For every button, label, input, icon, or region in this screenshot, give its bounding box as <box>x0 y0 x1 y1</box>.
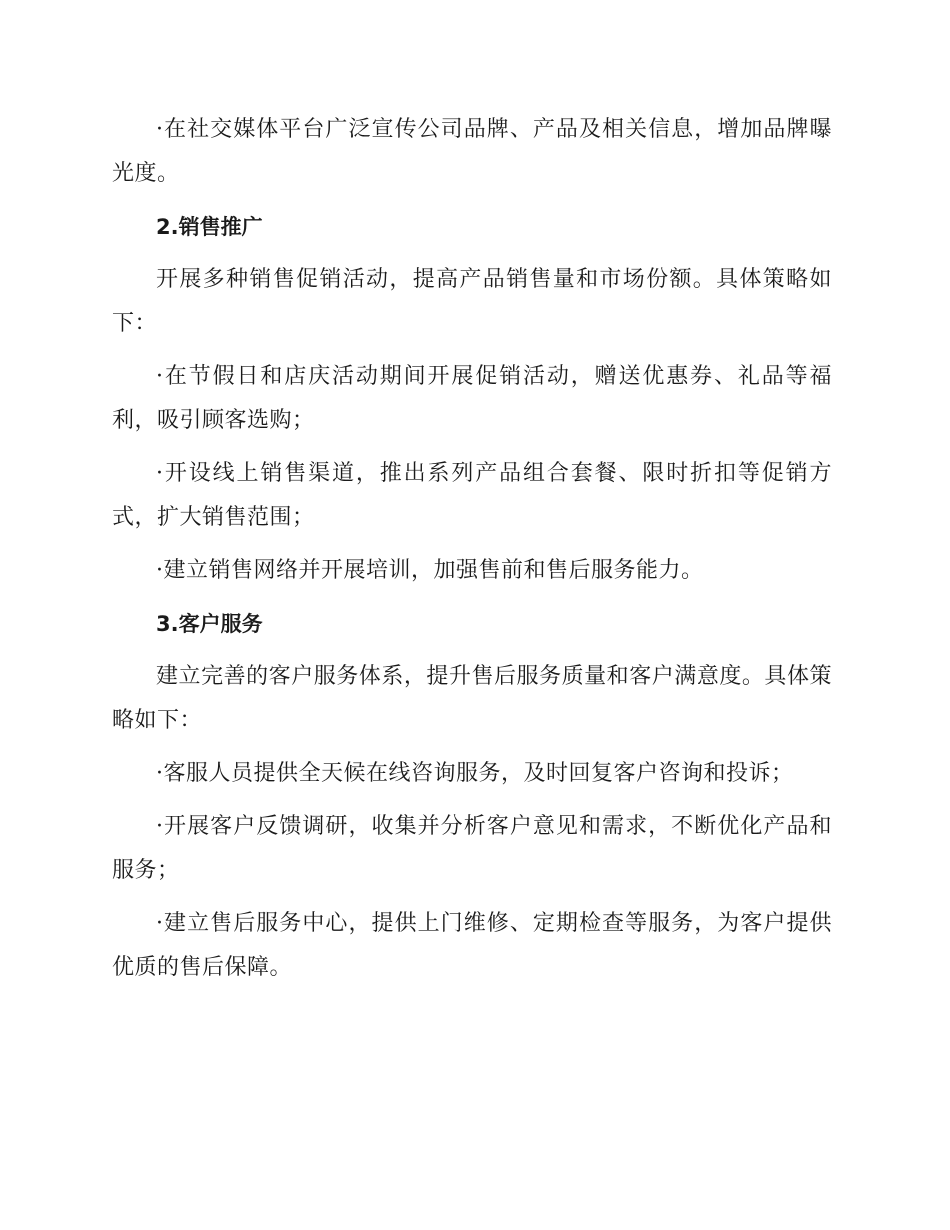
bullet-holiday-promotions: ·在节假日和店庆活动期间开展促销活动，赠送优惠券、礼品等福利，吸引顾客选购； <box>112 364 832 433</box>
bullet-service-center: ·建立售后服务中心，提供上门维修、定期检查等服务，为客户提供优质的售后保障。 <box>112 911 832 980</box>
bullet-feedback-research: ·开展客户反馈调研，收集并分析客户意见和需求，不断优化产品和服务； <box>112 814 832 883</box>
service-intro-paragraph: 建立完善的客户服务体系，提升售后服务质量和客户满意度。具体策略如下： <box>112 664 832 733</box>
bullet-brand-exposure: ·在社交媒体平台广泛宣传公司品牌、产品及相关信息，增加品牌曝光度。 <box>112 117 832 186</box>
bullet-sales-network: ·建立销售网络并开展培训，加强售前和售后服务能力。 <box>156 558 704 583</box>
section-heading-sales-promotion: 2.销售推广 <box>156 215 263 239</box>
document-page <box>112 108 832 999</box>
sales-intro-paragraph: 开展多种销售促销活动，提高产品销售量和市场份额。具体策略如下： <box>112 267 832 336</box>
section-heading-customer-service: 3.客户服务 <box>156 612 263 636</box>
bullet-online-support: ·客服人员提供全天候在线咨询服务，及时回复客户咨询和投诉； <box>156 761 794 786</box>
bullet-online-channels: ·开设线上销售渠道，推出系列产品组合套餐、限时折扣等促销方式，扩大销售范围； <box>112 461 832 530</box>
